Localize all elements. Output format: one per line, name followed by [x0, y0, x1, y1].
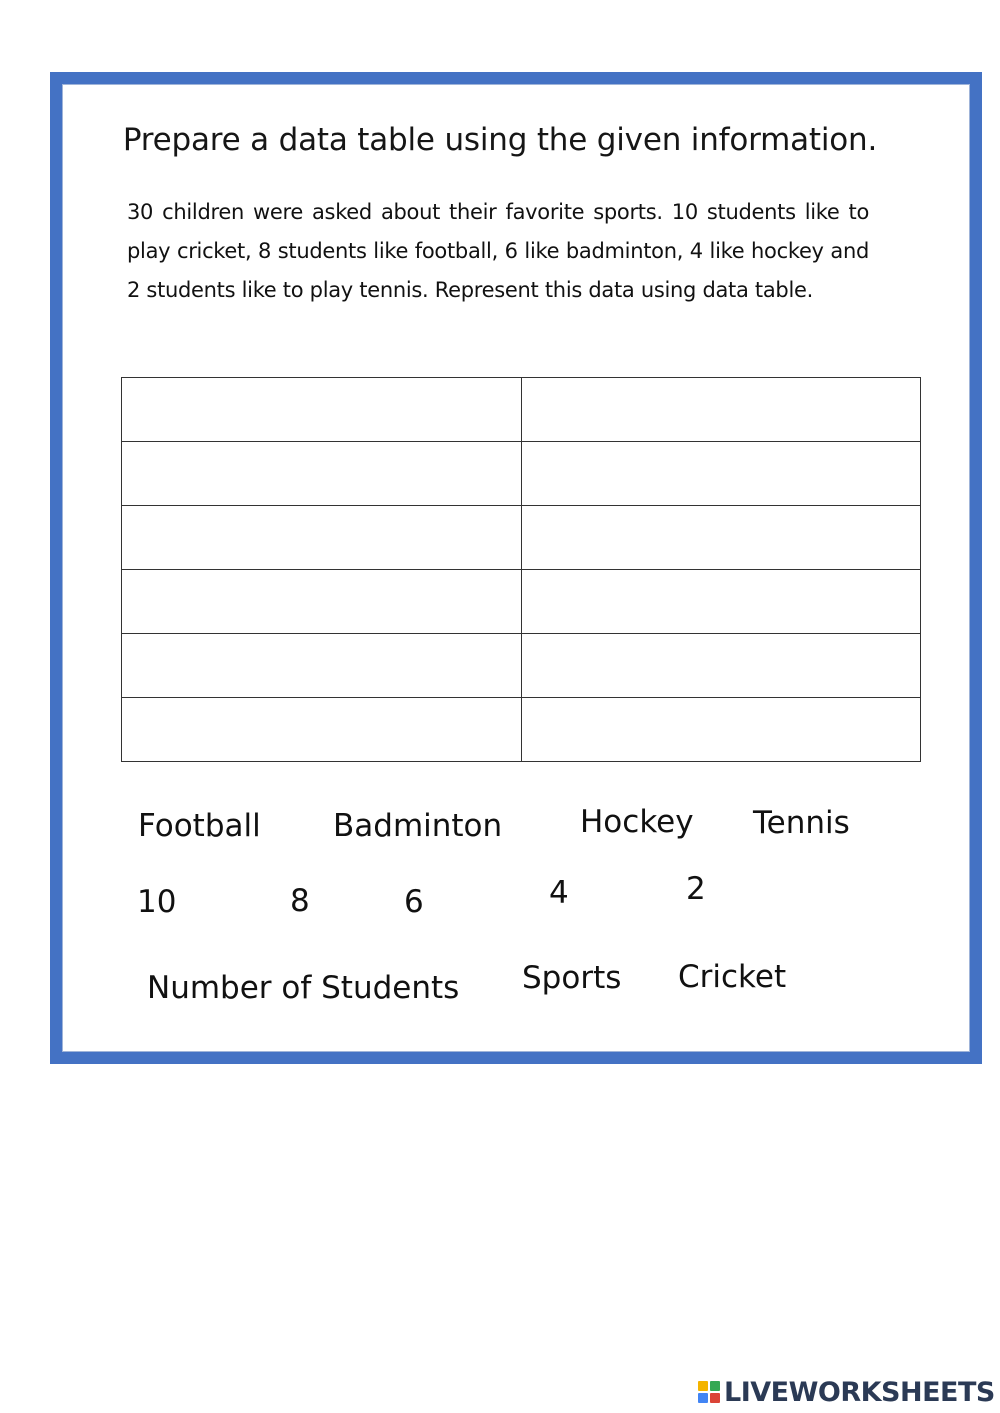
drop-cell-header-left[interactable] — [122, 378, 522, 442]
drop-cell[interactable] — [521, 506, 921, 570]
chip-number-6[interactable]: 6 — [404, 884, 424, 920]
answer-data-table — [121, 377, 921, 762]
badge-square-yellow — [698, 1381, 708, 1391]
drop-cell[interactable] — [521, 442, 921, 506]
drop-cell[interactable] — [521, 698, 921, 762]
table-row — [122, 570, 921, 634]
drop-cell[interactable] — [521, 634, 921, 698]
drop-cell[interactable] — [122, 506, 522, 570]
chip-number-10[interactable]: 10 — [137, 884, 177, 920]
problem-statement: 30 children were asked about their favorite sports. 10 students like to play cricket, 8 students like football, 6 like badminton, 4 like hockey and 2 students like to play tennis. Represent this data using data table. — [127, 200, 869, 302]
chip-number-2[interactable]: 2 — [686, 871, 706, 907]
table-row — [122, 634, 921, 698]
chip-hockey[interactable]: Hockey — [580, 804, 694, 840]
drop-cell[interactable] — [122, 442, 522, 506]
chip-number-of-students[interactable]: Number of Students — [147, 970, 460, 1006]
badge-square-green — [710, 1381, 720, 1391]
table-row — [122, 506, 921, 570]
chip-number-4[interactable]: 4 — [549, 875, 569, 911]
drop-cell[interactable] — [521, 570, 921, 634]
chip-tennis[interactable]: Tennis — [753, 805, 850, 841]
badge-square-red — [710, 1393, 720, 1403]
drop-cell[interactable] — [122, 698, 522, 762]
chip-number-8[interactable]: 8 — [290, 883, 310, 919]
chip-cricket[interactable]: Cricket — [678, 959, 787, 995]
table-row — [122, 442, 921, 506]
drop-cell[interactable] — [122, 570, 522, 634]
drop-cell[interactable] — [122, 634, 522, 698]
logo-wordmark: LIVEWORKSHEETS — [724, 1376, 995, 1408]
table-row — [122, 698, 921, 762]
drop-cell-header-right[interactable] — [521, 378, 921, 442]
table-row — [122, 378, 921, 442]
liveworksheets-badge-icon — [698, 1381, 720, 1403]
chip-badminton[interactable]: Badminton — [333, 808, 503, 844]
liveworksheets-logo[interactable] — [698, 1374, 995, 1410]
badge-square-blue — [698, 1393, 708, 1403]
chip-football[interactable]: Football — [138, 808, 261, 844]
chip-sports[interactable]: Sports — [522, 960, 622, 996]
worksheet-title: Prepare a data table using the given information. — [122, 122, 878, 158]
